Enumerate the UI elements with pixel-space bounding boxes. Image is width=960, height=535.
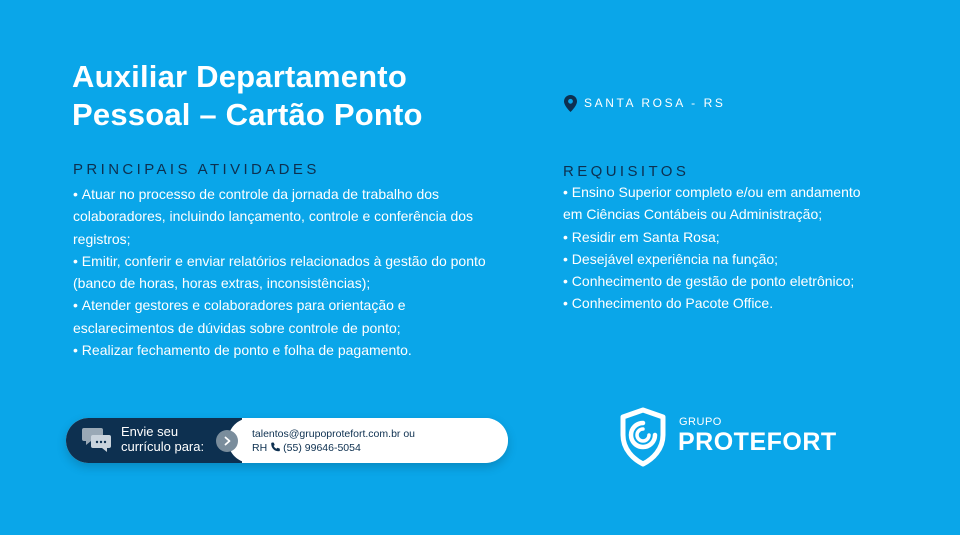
send-cv-banner [66,418,508,463]
requirement-item: • Ensino Superior completo e/ou em andamento em Ciências Contábeis ou Administração; [563,181,863,226]
requirement-item: • Desejável experiência na função; [563,248,863,270]
job-title-line-2: Pessoal – Cartão Ponto [72,97,423,132]
send-cv-label-line-1: Envie seu [121,424,179,439]
chevron-right-button[interactable] [216,430,238,452]
company-logo [617,405,847,469]
activity-item: • Emitir, conferir e enviar relatórios relacionados à gestão do ponto (banco de horas, horas extras, inconsistências); [73,250,493,295]
location [564,94,725,112]
activities-heading: PRINCIPAIS ATIVIDADES [73,161,320,178]
chat-bubbles-icon [82,427,112,453]
map-pin-icon [564,95,577,112]
activity-item: • Realizar fechamento de ponto e folha de pagamento. [73,339,493,361]
requirement-item: • Conhecimento do Pacote Office. [563,292,863,314]
logo-brand-text: PROTEFORT [678,428,837,456]
shield-logo-icon [617,407,669,467]
contact-email[interactable]: talentos@grupoprotefort.com.br ou [252,428,415,440]
requirement-item: • Conhecimento de gestão de ponto eletrônico; [563,270,863,292]
logo-grupo-text: GRUPO [679,416,722,428]
job-title [72,58,532,134]
contact-phone[interactable]: (55) 99646-5054 [283,442,361,454]
requirement-item: • Residir em Santa Rosa; [563,226,863,248]
contact-info [252,427,502,455]
activities-list [73,183,493,361]
requirements-heading: REQUISITOS [563,163,690,180]
chevron-right-icon [223,436,232,446]
phone-icon [270,442,281,453]
send-cv-label [121,424,221,454]
requirements-list [563,181,863,315]
contact-phone-line [252,441,502,455]
activity-item: • Atuar no processo de controle da jornada de trabalho dos colaboradores, incluindo lançamento, controle e conferência dos registros; [73,183,493,250]
contact-panel [228,418,508,463]
send-cv-label-line-2: currículo para: [121,439,205,454]
job-title-line-1: Auxiliar Departamento [72,59,407,94]
activity-item: • Atender gestores e colaboradores para orientação e esclarecimentos de dúvidas sobre controle de ponto; [73,294,493,339]
location-text: SANTA ROSA - RS [584,96,726,110]
contact-phone-prefix: RH [252,442,268,454]
